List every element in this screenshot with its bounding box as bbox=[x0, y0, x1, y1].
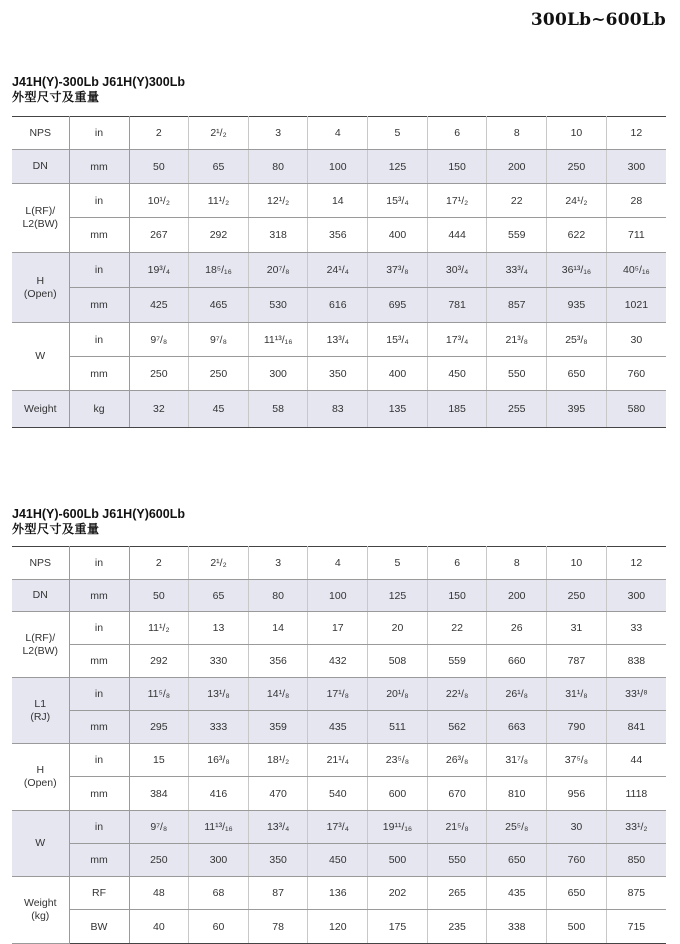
value-cell: 37⁵/₈ bbox=[547, 744, 607, 777]
table-row bbox=[12, 253, 666, 288]
value-cell: 540 bbox=[308, 777, 368, 811]
value-cell: 13¹/₈ bbox=[189, 678, 249, 711]
value-cell: 100 bbox=[308, 580, 368, 612]
value-cell: 18¹/₂ bbox=[248, 744, 308, 777]
value-cell: 3 bbox=[248, 117, 308, 150]
value-cell: 60 bbox=[189, 910, 249, 944]
row-label-text: W bbox=[35, 837, 46, 849]
value-cell: 11¹³/₁₆ bbox=[248, 323, 308, 357]
value-cell: 787 bbox=[547, 645, 607, 678]
value-cell: 50 bbox=[129, 150, 189, 184]
table-row bbox=[12, 744, 666, 777]
value-cell: 15 bbox=[129, 744, 189, 777]
section1-title: J41H(Y)-300Lb J61H(Y)300Lb bbox=[12, 75, 185, 89]
row-label bbox=[12, 547, 69, 580]
row-label-text: L(RF)/ L2(BW) bbox=[22, 631, 59, 657]
table-row bbox=[12, 645, 666, 678]
value-cell: 292 bbox=[189, 218, 249, 253]
value-cell: 400 bbox=[368, 357, 428, 391]
value-cell: 235 bbox=[427, 910, 487, 944]
value-cell: 10 bbox=[547, 117, 607, 150]
value-cell: 333 bbox=[189, 711, 249, 744]
value-cell: 356 bbox=[308, 218, 368, 253]
value-cell: 48 bbox=[129, 877, 189, 910]
value-cell: 50 bbox=[129, 580, 189, 612]
value-cell: 2¹/₂ bbox=[189, 547, 249, 580]
unit-cell: in bbox=[69, 811, 129, 844]
table-row bbox=[12, 184, 666, 218]
value-cell: 559 bbox=[427, 645, 487, 678]
unit-cell: mm bbox=[69, 711, 129, 744]
value-cell: 65 bbox=[189, 580, 249, 612]
value-cell: 5 bbox=[368, 117, 428, 150]
row-label-text: Weight bbox=[24, 402, 57, 415]
row-label-text: L1 (RJ) bbox=[30, 697, 51, 723]
value-cell: 9⁷/₈ bbox=[129, 811, 189, 844]
section2-heading bbox=[12, 507, 185, 537]
value-cell: 17³/₄ bbox=[427, 323, 487, 357]
value-cell: 616 bbox=[308, 288, 368, 323]
value-cell: 650 bbox=[487, 844, 547, 877]
value-cell: 508 bbox=[368, 645, 428, 678]
row-label-text: DN bbox=[32, 589, 48, 601]
value-cell: 9⁷/₈ bbox=[129, 323, 189, 357]
value-cell: 30³/₄ bbox=[427, 253, 487, 288]
value-cell: 838 bbox=[606, 645, 666, 678]
value-cell: 21⁵/₈ bbox=[427, 811, 487, 844]
value-cell: 2 bbox=[129, 117, 189, 150]
value-cell: 26¹/₈ bbox=[487, 678, 547, 711]
value-cell: 300 bbox=[248, 357, 308, 391]
value-cell: 359 bbox=[248, 711, 308, 744]
value-cell: 956 bbox=[547, 777, 607, 811]
value-cell: 30 bbox=[547, 811, 607, 844]
value-cell: 15³/₄ bbox=[368, 184, 428, 218]
value-cell: 13³/₄ bbox=[248, 811, 308, 844]
unit-cell: in bbox=[69, 253, 129, 288]
value-cell: 250 bbox=[547, 580, 607, 612]
value-cell: 470 bbox=[248, 777, 308, 811]
unit-cell: mm bbox=[69, 357, 129, 391]
value-cell: 125 bbox=[368, 580, 428, 612]
value-cell: 650 bbox=[547, 877, 607, 910]
value-cell: 416 bbox=[189, 777, 249, 811]
value-cell: 22 bbox=[487, 184, 547, 218]
row-label-text: L(RF)/ L2(BW) bbox=[22, 205, 59, 230]
value-cell: 711 bbox=[606, 218, 666, 253]
value-cell: 100 bbox=[308, 150, 368, 184]
row-label bbox=[12, 678, 69, 744]
value-cell: 580 bbox=[606, 391, 666, 428]
value-cell: 22¹/₈ bbox=[427, 678, 487, 711]
value-cell: 450 bbox=[427, 357, 487, 391]
page-header: 300Lb~600Lb bbox=[530, 10, 666, 30]
unit-cell: in bbox=[69, 547, 129, 580]
value-cell: 40⁵/₁₆ bbox=[606, 253, 666, 288]
row-label bbox=[12, 184, 69, 253]
value-cell: 24¹/₄ bbox=[308, 253, 368, 288]
value-cell: 14¹/₈ bbox=[248, 678, 308, 711]
table-row bbox=[12, 391, 666, 428]
value-cell: 600 bbox=[368, 777, 428, 811]
unit-cell: kg bbox=[69, 391, 129, 428]
value-cell: 350 bbox=[308, 357, 368, 391]
value-cell: 255 bbox=[487, 391, 547, 428]
value-cell: 11¹/₂ bbox=[129, 612, 189, 645]
value-cell: 11⁵/₈ bbox=[129, 678, 189, 711]
value-cell: 300 bbox=[606, 580, 666, 612]
value-cell: 250 bbox=[189, 357, 249, 391]
section1-heading bbox=[12, 75, 185, 105]
value-cell: 23⁵/₈ bbox=[368, 744, 428, 777]
unit-cell: in bbox=[69, 184, 129, 218]
value-cell: 30 bbox=[606, 323, 666, 357]
value-cell: 4 bbox=[308, 117, 368, 150]
unit-cell: BW bbox=[69, 910, 129, 944]
spec-table-600lb bbox=[12, 546, 666, 944]
value-cell: 68 bbox=[189, 877, 249, 910]
value-cell: 18⁵/₁₆ bbox=[189, 253, 249, 288]
row-label bbox=[12, 323, 69, 391]
value-cell: 715 bbox=[606, 910, 666, 944]
value-cell: 36¹³/₁₆ bbox=[547, 253, 607, 288]
value-cell: 695 bbox=[368, 288, 428, 323]
table-row bbox=[12, 150, 666, 184]
value-cell: 125 bbox=[368, 150, 428, 184]
unit-cell: in bbox=[69, 323, 129, 357]
spec-table-300lb bbox=[12, 116, 666, 428]
value-cell: 17 bbox=[308, 612, 368, 645]
value-cell: 6 bbox=[427, 117, 487, 150]
value-cell: 850 bbox=[606, 844, 666, 877]
table-row bbox=[12, 777, 666, 811]
value-cell: 781 bbox=[427, 288, 487, 323]
value-cell: 12¹/₂ bbox=[248, 184, 308, 218]
value-cell: 550 bbox=[427, 844, 487, 877]
value-cell: 44 bbox=[606, 744, 666, 777]
value-cell: 465 bbox=[189, 288, 249, 323]
value-cell: 136 bbox=[308, 877, 368, 910]
value-cell: 1021 bbox=[606, 288, 666, 323]
value-cell: 37³/₈ bbox=[368, 253, 428, 288]
table-row bbox=[12, 547, 666, 580]
value-cell: 200 bbox=[487, 580, 547, 612]
value-cell: 135 bbox=[368, 391, 428, 428]
table-row bbox=[12, 877, 666, 910]
value-cell: 22 bbox=[427, 612, 487, 645]
row-label bbox=[12, 877, 69, 944]
value-cell: 511 bbox=[368, 711, 428, 744]
unit-cell: mm bbox=[69, 218, 129, 253]
value-cell: 295 bbox=[129, 711, 189, 744]
value-cell: 17¹/₈ bbox=[308, 678, 368, 711]
value-cell: 31¹/₈ bbox=[547, 678, 607, 711]
value-cell: 25⁵/₈ bbox=[487, 811, 547, 844]
value-cell: 10 bbox=[547, 547, 607, 580]
value-cell: 857 bbox=[487, 288, 547, 323]
value-cell: 300 bbox=[189, 844, 249, 877]
value-cell: 6 bbox=[427, 547, 487, 580]
value-cell: 87 bbox=[248, 877, 308, 910]
value-cell: 78 bbox=[248, 910, 308, 944]
table-row bbox=[12, 117, 666, 150]
value-cell: 33³/₄ bbox=[487, 253, 547, 288]
row-label bbox=[12, 580, 69, 612]
row-label-text: NPS bbox=[29, 126, 52, 139]
section2-subtitle: 外型尺寸及重量 bbox=[12, 522, 100, 536]
value-cell: 28 bbox=[606, 184, 666, 218]
table-row bbox=[12, 218, 666, 253]
value-cell: 120 bbox=[308, 910, 368, 944]
value-cell: 250 bbox=[129, 357, 189, 391]
value-cell: 559 bbox=[487, 218, 547, 253]
unit-cell: in bbox=[69, 612, 129, 645]
value-cell: 530 bbox=[248, 288, 308, 323]
value-cell: 435 bbox=[487, 877, 547, 910]
row-label-text: NPS bbox=[29, 556, 52, 569]
table-row bbox=[12, 910, 666, 944]
value-cell: 562 bbox=[427, 711, 487, 744]
value-cell: 2 bbox=[129, 547, 189, 580]
value-cell: 500 bbox=[368, 844, 428, 877]
value-cell: 292 bbox=[129, 645, 189, 678]
row-label bbox=[12, 391, 69, 428]
value-cell: 400 bbox=[368, 218, 428, 253]
value-cell: 330 bbox=[189, 645, 249, 678]
value-cell: 58 bbox=[248, 391, 308, 428]
row-label bbox=[12, 744, 69, 811]
value-cell: 19³/₄ bbox=[129, 253, 189, 288]
value-cell: 11¹³/₁₆ bbox=[189, 811, 249, 844]
value-cell: 4 bbox=[308, 547, 368, 580]
row-label bbox=[12, 612, 69, 678]
table-row bbox=[12, 580, 666, 612]
table-row bbox=[12, 844, 666, 877]
value-cell: 318 bbox=[248, 218, 308, 253]
unit-cell: RF bbox=[69, 877, 129, 910]
value-cell: 2¹/₂ bbox=[189, 117, 249, 150]
value-cell: 200 bbox=[487, 150, 547, 184]
value-cell: 435 bbox=[308, 711, 368, 744]
value-cell: 841 bbox=[606, 711, 666, 744]
value-cell: 83 bbox=[308, 391, 368, 428]
value-cell: 33¹/⁸ bbox=[606, 678, 666, 711]
value-cell: 32 bbox=[129, 391, 189, 428]
value-cell: 185 bbox=[427, 391, 487, 428]
value-cell: 12 bbox=[606, 117, 666, 150]
value-cell: 65 bbox=[189, 150, 249, 184]
table-row bbox=[12, 323, 666, 357]
value-cell: 444 bbox=[427, 218, 487, 253]
value-cell: 425 bbox=[129, 288, 189, 323]
table-row bbox=[12, 711, 666, 744]
value-cell: 432 bbox=[308, 645, 368, 678]
value-cell: 9⁷/₈ bbox=[189, 323, 249, 357]
value-cell: 450 bbox=[308, 844, 368, 877]
row-label bbox=[12, 117, 69, 150]
row-label-text: H (Open) bbox=[23, 274, 57, 300]
section1-subtitle: 外型尺寸及重量 bbox=[12, 90, 100, 104]
value-cell: 11¹/₂ bbox=[189, 184, 249, 218]
value-cell: 21¹/₄ bbox=[308, 744, 368, 777]
value-cell: 31⁷/₈ bbox=[487, 744, 547, 777]
value-cell: 5 bbox=[368, 547, 428, 580]
value-cell: 33¹/₂ bbox=[606, 811, 666, 844]
value-cell: 24¹/₂ bbox=[547, 184, 607, 218]
row-label-text: Weight (kg) bbox=[24, 897, 57, 922]
value-cell: 250 bbox=[547, 150, 607, 184]
row-label-text: W bbox=[35, 350, 46, 362]
table-row bbox=[12, 811, 666, 844]
value-cell: 790 bbox=[547, 711, 607, 744]
value-cell: 660 bbox=[487, 645, 547, 678]
row-label-text: H (Open) bbox=[23, 764, 57, 789]
value-cell: 14 bbox=[248, 612, 308, 645]
value-cell: 500 bbox=[547, 910, 607, 944]
value-cell: 21³/₈ bbox=[487, 323, 547, 357]
value-cell: 33 bbox=[606, 612, 666, 645]
value-cell: 395 bbox=[547, 391, 607, 428]
table-row bbox=[12, 357, 666, 391]
unit-cell: in bbox=[69, 744, 129, 777]
value-cell: 384 bbox=[129, 777, 189, 811]
value-cell: 13 bbox=[189, 612, 249, 645]
value-cell: 17³/₄ bbox=[308, 811, 368, 844]
value-cell: 935 bbox=[547, 288, 607, 323]
value-cell: 150 bbox=[427, 580, 487, 612]
value-cell: 20 bbox=[368, 612, 428, 645]
value-cell: 40 bbox=[129, 910, 189, 944]
value-cell: 26 bbox=[487, 612, 547, 645]
unit-cell: in bbox=[69, 117, 129, 150]
value-cell: 250 bbox=[129, 844, 189, 877]
unit-cell: mm bbox=[69, 580, 129, 612]
row-label-text: DN bbox=[32, 160, 48, 172]
value-cell: 622 bbox=[547, 218, 607, 253]
value-cell: 267 bbox=[129, 218, 189, 253]
value-cell: 150 bbox=[427, 150, 487, 184]
value-cell: 80 bbox=[248, 150, 308, 184]
value-cell: 16³/₈ bbox=[189, 744, 249, 777]
value-cell: 760 bbox=[547, 844, 607, 877]
value-cell: 350 bbox=[248, 844, 308, 877]
value-cell: 20⁷/₈ bbox=[248, 253, 308, 288]
value-cell: 202 bbox=[368, 877, 428, 910]
unit-cell: mm bbox=[69, 645, 129, 678]
value-cell: 17¹/₂ bbox=[427, 184, 487, 218]
value-cell: 80 bbox=[248, 580, 308, 612]
table-row bbox=[12, 612, 666, 645]
table-row bbox=[12, 678, 666, 711]
value-cell: 338 bbox=[487, 910, 547, 944]
value-cell: 26³/₈ bbox=[427, 744, 487, 777]
value-cell: 12 bbox=[606, 547, 666, 580]
value-cell: 3 bbox=[248, 547, 308, 580]
value-cell: 13³/₄ bbox=[308, 323, 368, 357]
value-cell: 875 bbox=[606, 877, 666, 910]
value-cell: 356 bbox=[248, 645, 308, 678]
value-cell: 1118 bbox=[606, 777, 666, 811]
value-cell: 10¹/₂ bbox=[129, 184, 189, 218]
table-row bbox=[12, 288, 666, 323]
unit-cell: mm bbox=[69, 288, 129, 323]
value-cell: 663 bbox=[487, 711, 547, 744]
unit-cell: mm bbox=[69, 777, 129, 811]
value-cell: 15³/₄ bbox=[368, 323, 428, 357]
value-cell: 650 bbox=[547, 357, 607, 391]
value-cell: 20¹/₈ bbox=[368, 678, 428, 711]
value-cell: 8 bbox=[487, 547, 547, 580]
value-cell: 31 bbox=[547, 612, 607, 645]
value-cell: 300 bbox=[606, 150, 666, 184]
value-cell: 14 bbox=[308, 184, 368, 218]
value-cell: 175 bbox=[368, 910, 428, 944]
unit-cell: in bbox=[69, 678, 129, 711]
value-cell: 8 bbox=[487, 117, 547, 150]
value-cell: 670 bbox=[427, 777, 487, 811]
value-cell: 810 bbox=[487, 777, 547, 811]
row-label bbox=[12, 811, 69, 877]
row-label bbox=[12, 253, 69, 323]
value-cell: 25³/₈ bbox=[547, 323, 607, 357]
row-label bbox=[12, 150, 69, 184]
value-cell: 550 bbox=[487, 357, 547, 391]
value-cell: 19¹¹/₁₆ bbox=[368, 811, 428, 844]
unit-cell: mm bbox=[69, 150, 129, 184]
value-cell: 45 bbox=[189, 391, 249, 428]
value-cell: 760 bbox=[606, 357, 666, 391]
unit-cell: mm bbox=[69, 844, 129, 877]
value-cell: 265 bbox=[427, 877, 487, 910]
section2-title: J41H(Y)-600Lb J61H(Y)600Lb bbox=[12, 507, 185, 521]
